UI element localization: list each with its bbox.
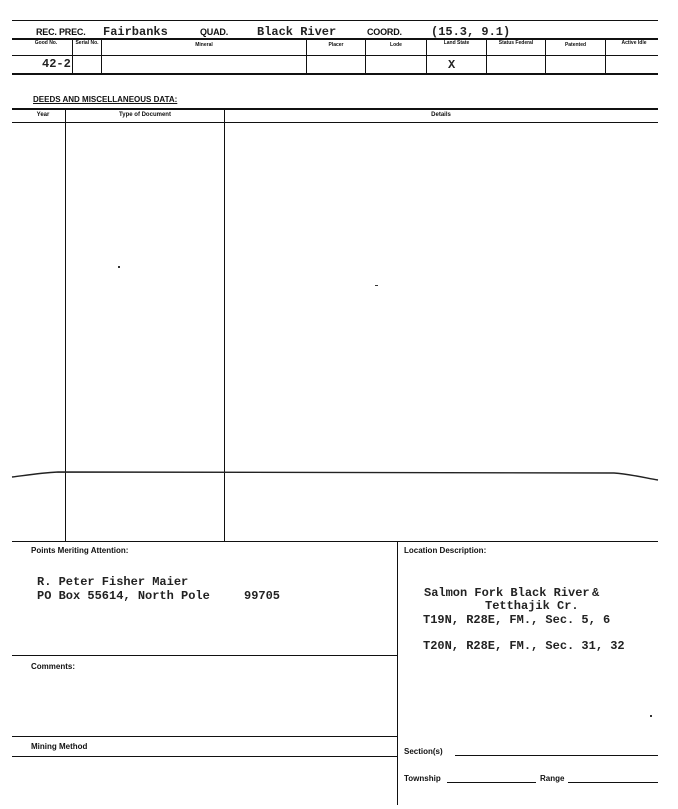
scan-speck [118,266,120,268]
col-divider [426,38,427,74]
claims-table-top [12,38,658,40]
coord-value: (15.3, 9.1) [431,25,511,39]
comments-label: Comments: [31,662,76,671]
mining-method-label: Mining Method [31,742,88,751]
township-label: Township [404,774,441,783]
col-head-placer: Placer [328,42,344,48]
points-address: PO Box 55614, North Pole [37,589,210,603]
location-label: Location Description: [404,546,487,555]
rec-prec-value: Fairbanks [103,25,168,39]
col-divider [605,38,606,74]
col-head-type-of-document: Type of Document [119,112,171,118]
mining-top-rule [12,736,397,737]
claims-header-bottom [12,55,658,56]
deeds-header-bottom [12,122,658,123]
location-line-3: T19N, R28E, FM., Sec. 5, 6 [423,613,611,627]
location-ampersand: & [592,586,600,600]
land-state-mark: X [448,58,456,72]
col-head-serial-no: Serial No. [75,40,99,46]
points-name: R. Peter Fisher Maier [37,575,189,589]
scan-speck [650,715,652,717]
section-label: Section(s) [404,747,443,756]
col-head-active-idle: Active Idle [621,40,647,46]
location-line-2: Tetthajik Cr. [485,599,579,613]
mining-bottom-rule [12,756,397,757]
rec-prec-label: REC. PREC. [36,27,86,37]
scan-speck [375,285,378,286]
points-label: Points Meriting Attention: [31,546,129,555]
location-line-4: T20N, R28E, FM., Sec. 31, 32 [423,639,625,653]
col-head-good-no: Good No. [34,40,58,46]
claim-number: 42-2 [42,57,71,71]
col-head-details: Details [431,112,451,118]
header-top-rule [12,20,658,21]
range-blank-line [568,782,658,783]
col-head-year: Year [36,112,50,118]
deeds-header-top [12,108,658,110]
range-label: Range [540,774,565,783]
coord-label: COORD. [367,27,402,37]
col-head-status-federal: Status Federal [498,40,534,46]
lower-section-divider [397,541,398,805]
col-head-lode: Lode [390,42,402,48]
quad-value: Black River [257,25,337,39]
points-zip: 99705 [244,589,281,603]
deeds-section-title: DEEDS AND MISCELLANEOUS DATA: [33,95,178,104]
claims-table-bottom [12,73,658,75]
col-head-patented: Patented [564,42,587,48]
location-line-1: Salmon Fork Black River [424,586,590,600]
col-head-mineral: Mineral [195,42,213,48]
lower-section-top [12,541,658,542]
col-head-land-state: Land State [443,40,470,46]
col-divider [486,38,487,74]
comments-top-rule [12,655,397,656]
township-blank-line [447,782,536,783]
section-blank-line [455,755,658,756]
quad-label: QUAD. [200,27,228,37]
page-seam-line [0,464,678,486]
